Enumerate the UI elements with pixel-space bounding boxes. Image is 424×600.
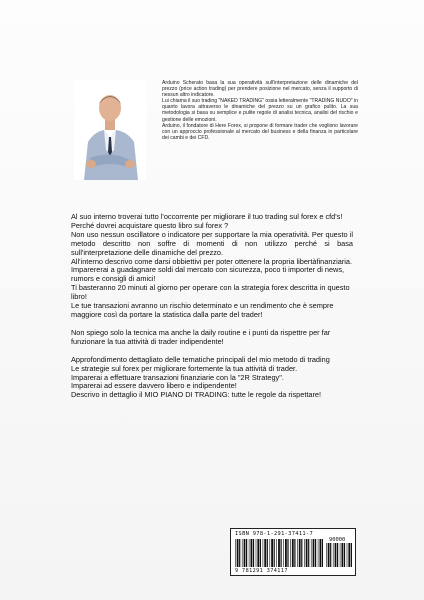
feature-line-4: Imparerai ad essere davvero libero e indipendente! (71, 381, 237, 391)
barcode-bars-icon (235, 539, 323, 567)
feature-line-5: Descrivo in dettaglio il MIO PIANO DI TRADING: tutte le regole da rispettare! (71, 390, 322, 400)
author-bio (162, 80, 358, 180)
feature-line-2: Le strategie sul forex per migliorare fortemente la tua attività di trader. (71, 363, 298, 373)
feature-line-1: Approfondimento dettagliato delle tematiche principali del mio metodo di trading (71, 354, 330, 364)
author-block (74, 80, 358, 180)
description-line-6: Ti basteranno 20 minuti al giorno per operare con la strategia forex descritta in questo libro! (71, 283, 350, 302)
description-line-5: Imparererai a guadagnare soldi dal mercato con sicurezza, poco ti importer di news, rumors e consigli di amici! (71, 265, 345, 284)
description-line-8: Non spiego solo la tecnica ma anche la daily routine e i punti da rispettre per far funzionare la tua attività di trader indipendente! (71, 327, 331, 346)
isbn-label: ISBN 978-1-291-37411-7 (235, 531, 313, 537)
bio-paragraph-1: Arduino Scherato basa la sua operatività sull'interpretazione delle dinamiche del prezzo (price action trading) per prendere posizione nel mercato, senza il supporto di nessun altro indicatore. (162, 80, 358, 99)
author-portrait-icon (74, 80, 146, 180)
barcode-addon-icon (326, 543, 352, 567)
description-line-2: Perché dovrei acquistare questo libro sul forex ? (71, 220, 229, 230)
description-line-4: All'interno descrivo come darsi obbiettivi per poter ottenere la propria libertàfinanziaria. (71, 256, 353, 266)
book-description (71, 213, 353, 400)
author-photo (74, 80, 146, 180)
price-code: 90000 (329, 537, 346, 543)
bio-paragraph-3: Arduino, il fondatore di Here Forex, si propone di formare trader che vogliono lavorare con un approccio professionale al mercato del business e della finanza in particolare dei cambi e dei CFD. (162, 122, 358, 141)
description-line-1: Al suo interno troverai tutto l'occorrente per migliorare il tuo trading sul forex e cfd's! (71, 212, 343, 221)
description-line-3: Non uso nessun oscillatore o indicatore per supportare la mia operatività. Per questo il metodo descritto non soffre di momenti di non utilizzo perché si basa sull'interpretazione delle dinamiche del prezzo. (71, 229, 353, 257)
feature-line-3: Imparerai a effettuare transazioni finanziarie con la "2R Strategy". (71, 372, 284, 382)
description-line-7: Le tue transazioni avranno un rischio determinato e un rendimento che è sempre maggiore così da portare la statistica dalla parte del trader! (71, 301, 334, 319)
bio-paragraph-2: Lui chiama il suo trading "NAKED TRADING" ossia letteralmente "TRADING NUDO" in quanto lavora attraverso le dinamiche del prezzo su un grafico pulito. La sua metodologia si basa su semplice e pulite regole di analisi tecnica, analisi del rischio e gestione delle emozioni. (162, 98, 358, 123)
isbn-barcode (230, 528, 356, 576)
barcode-digits: 9 781291 374117 (235, 568, 288, 574)
